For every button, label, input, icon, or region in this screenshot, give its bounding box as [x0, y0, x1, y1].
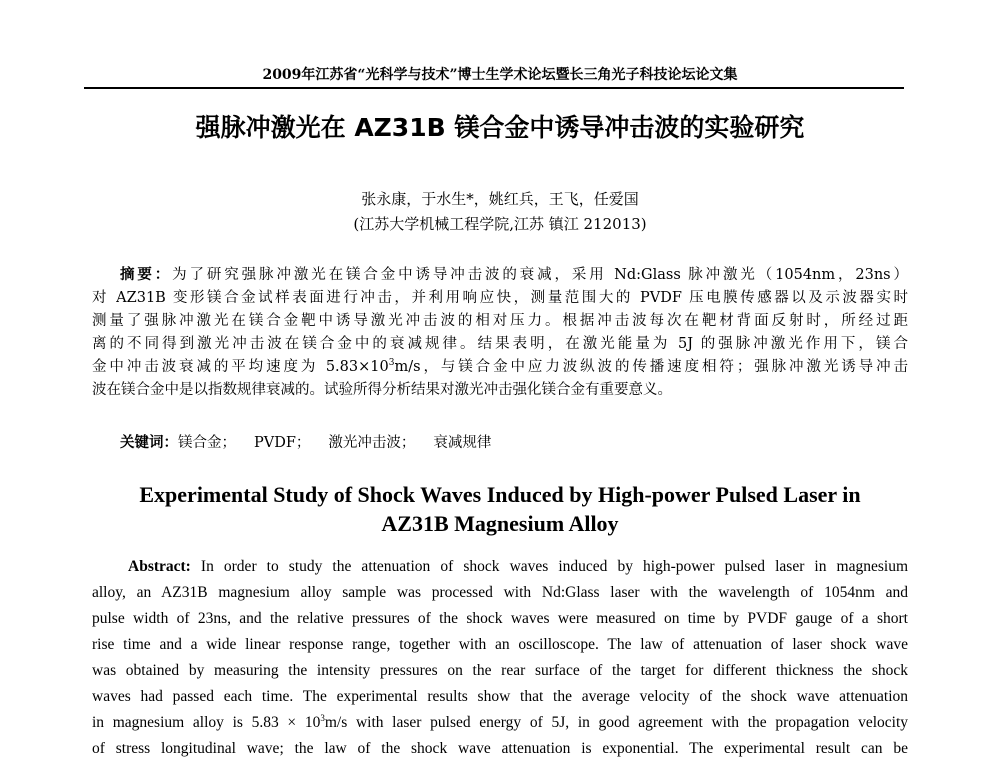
- abstract-zh-velocity-post: m/s，与镁合金中应力波纵波的传播速度相符；强脉冲激光诱导冲击: [394, 359, 908, 375]
- abstract-zh-text: 为了研究强脉冲激光在镁合金中诱导冲击波的衰减，采用 Nd:Glass 脉冲激光（1054nm，23ns）: [172, 267, 908, 283]
- abstract-zh-line: 离的不同得到激光冲击波在镁合金中的衰减规律。结果表明，在激光能量为 5J 的强脉冲激光作用下，镁合: [92, 336, 908, 352]
- abstract-zh-velocity-pre: 金中冲击波衰减的平均速度为 5.83×10: [92, 359, 389, 375]
- abstract-en-line: waves had passed each time. The experimental results show that the average velocity of the shock wave attenuation: [92, 688, 908, 705]
- header-rule: [84, 87, 904, 89]
- abstract-en-velocity-exponent: 3: [320, 713, 325, 723]
- abstract-zh-line: 测量了强脉冲激光在镁合金靶中诱导激光冲击波的相对压力。根据冲击波每次在靶材背面反射时，所经过距: [92, 313, 908, 329]
- abstract-en-line: [92, 554, 908, 580]
- keywords-zh: [120, 431, 491, 452]
- keyword-item: PVDF；: [254, 435, 311, 451]
- abstract-en-velocity-pre: in magnesium alloy is 5.83 × 10: [92, 714, 321, 731]
- paper-title-zh: 强脉冲激光在 AZ31B 镁合金中诱导冲击波的实验研究: [195, 113, 805, 142]
- abstract-zh-line: 对 AZ31B 变形镁合金试样表面进行冲击，并利用响应快，测量范围大的 PVDF 压电膜传感器以及示波器实时: [92, 290, 908, 306]
- keyword-item: 镁合金；: [178, 435, 236, 451]
- abstract-en-line: pulse width of 23ns, and the relative pressures of the shock waves were measured on time by PVDF gauge of a short: [92, 610, 908, 627]
- running-header: 2009年江苏省“光科学与技术”博士生学术论坛暨长三角光子科技论坛论文集: [262, 67, 738, 83]
- abstract-en-label: Abstract:: [128, 558, 191, 575]
- abstract-en-line: [92, 710, 908, 736]
- paper-title-en-line1: Experimental Study of Shock Waves Induced by High-power Pulsed Laser in: [139, 482, 861, 507]
- abstract-en-line: rise time and a wide linear response range, together with an oscilloscope. The law of attenuation of laser shock wave: [92, 636, 908, 653]
- authors-zh: 张永康，于水生*，姚红兵，王飞，任爱国: [361, 190, 639, 208]
- paper-title-en-line2: AZ31B Magnesium Alloy: [381, 511, 619, 536]
- keyword-item: 衰减规律: [433, 435, 492, 451]
- abstract-zh-velocity-exponent: 3: [388, 358, 395, 368]
- abstract-en: [92, 554, 908, 762]
- abstract-zh-label: 摘要：: [120, 267, 173, 283]
- abstract-zh-line: 波在镁合金中是以指数规律衰减的。试验所得分析结果对激光冲击强化镁合金有重要意义。: [92, 382, 672, 398]
- abstract-en-line: was obtained by measuring the intensity pressures on the rear surface of the target for different thickness the shock: [92, 662, 908, 679]
- affiliation-zh: (江苏大学机械工程学院,江苏 镇江 212013): [353, 215, 647, 233]
- abstract-zh: [92, 264, 908, 402]
- abstract-en-text: In order to study the attenuation of shock waves induced by high-power pulsed laser in magnesium: [200, 558, 908, 575]
- abstract-zh-line: [92, 356, 908, 379]
- keywords-zh-label: 关键词：: [120, 435, 178, 451]
- abstract-en-line: of stress longitudinal wave; the law of the shock wave attenuation is exponential. The experimental result can be: [92, 740, 908, 757]
- abstract-en-line: alloy, an AZ31B magnesium alloy sample was processed with Nd:Glass laser with the wavelength of 1054nm and: [92, 584, 908, 601]
- keyword-item: 激光冲击波；: [328, 435, 416, 451]
- abstract-en-velocity-post: m/s with laser pulsed energy of 5J, in good agreement with the propagation velocity: [324, 714, 908, 731]
- paper-title-en: [92, 480, 908, 538]
- abstract-zh-line: [92, 264, 908, 287]
